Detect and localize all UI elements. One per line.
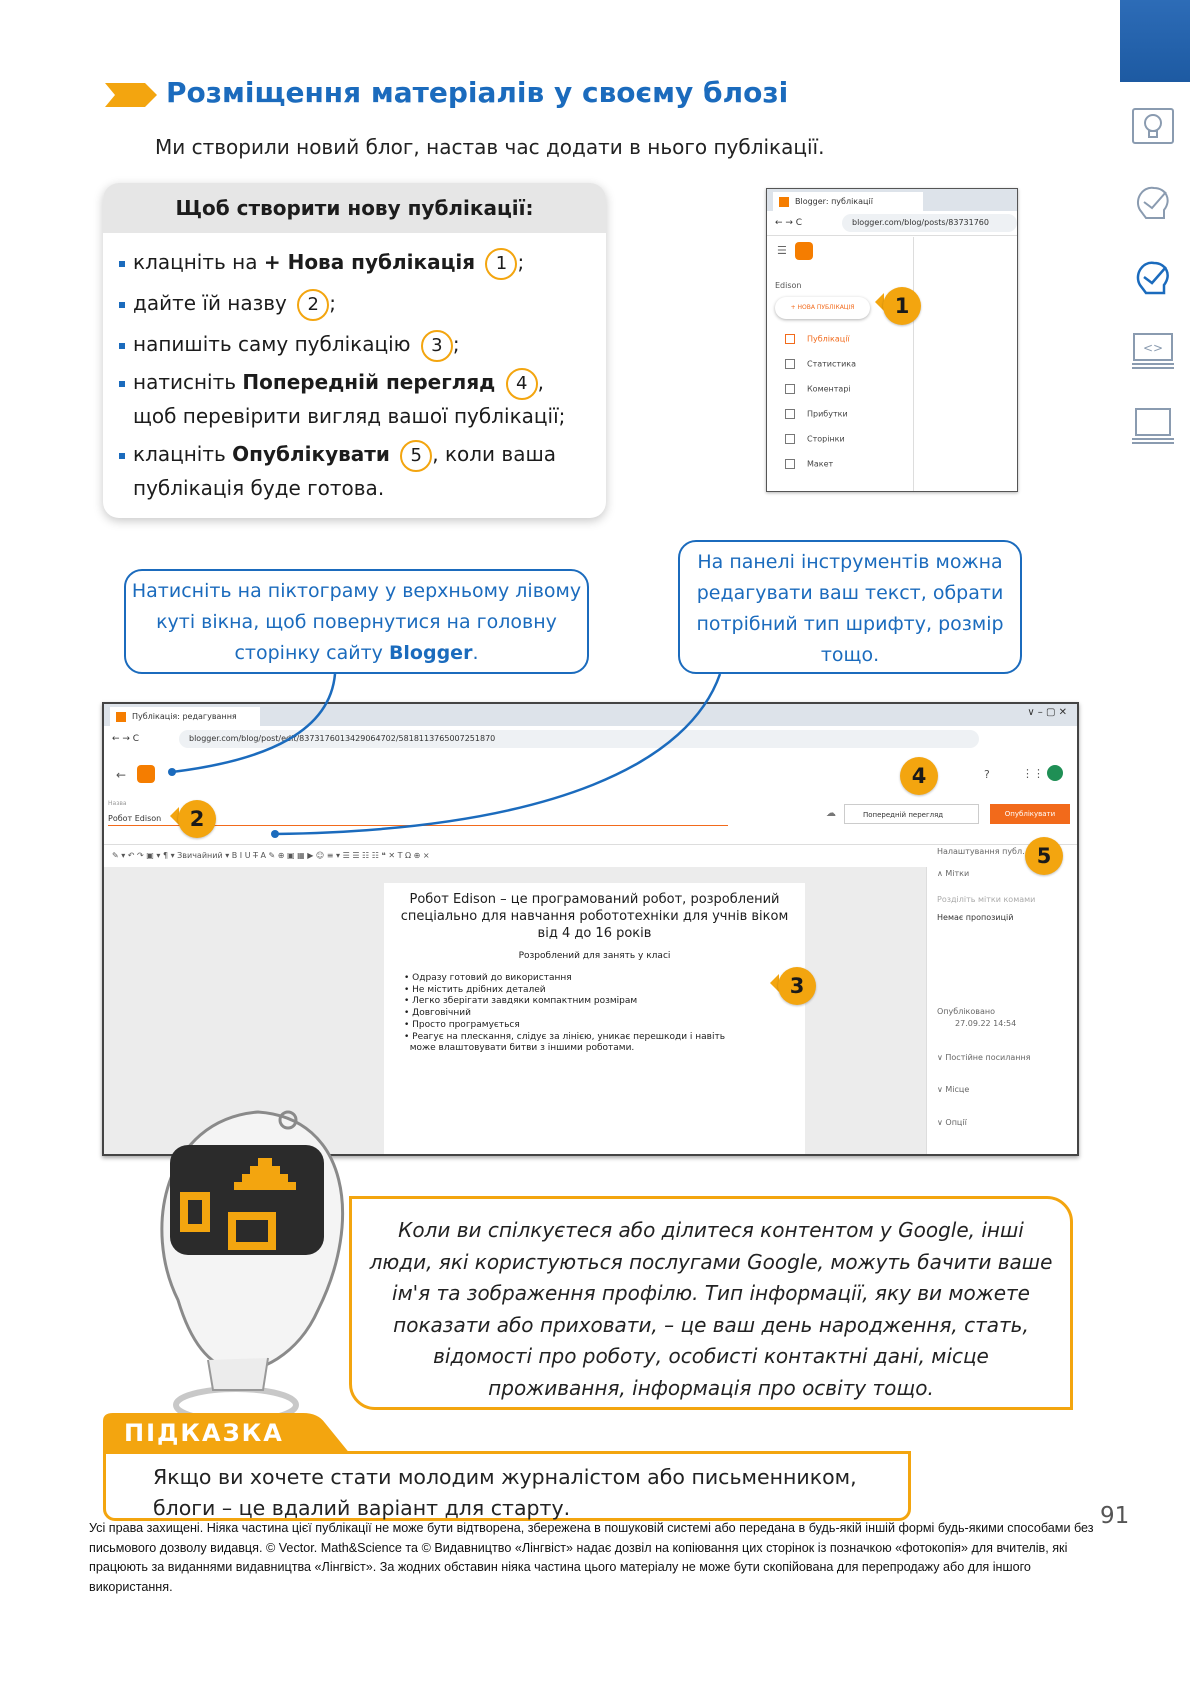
step-marker-1: 1 [883,287,921,325]
browser-tabbar [104,704,1077,726]
menu-item-stats[interactable]: Статистика [785,359,856,369]
post-title-input[interactable]: Робот Edison [108,814,728,826]
help-icon[interactable]: ? [984,768,990,781]
address-row [104,726,1077,752]
copyright-notice: Усі права захищені. Ніяка частина цієї публікації не може бути відтворена, збережена в пошуковій системі або передана в будь-якій іншій формі будь-якими способами без письмового дозволу видавця. © Vector. Math&Science та © Видавництво «Лінгвіст» надає дозвіл на копіювання цих сторінок із позначкою «фотокопія» для вчителів, які працюють за виданнями видавництва «Лінгвіст». За жодних обставин ніяка частина цього матеріалу не може бути скопійована для перепродажу або для іншого використання. [89,1521,1094,1594]
browser-tab: Публікація: редагування [110,707,260,726]
hint-text: Якщо ви хочете стати молодим журналістом або письменником, блоги – це вдалий варіант для старту. [153,1465,857,1520]
title-caption: Назва [108,800,127,807]
svg-text:<>: <> [1142,341,1164,355]
address-bar: blogger.com/blog/post/edit/8373176013429064702/5818113765007251870 [179,730,979,748]
post-body[interactable] [384,883,805,1155]
menu-item-layout[interactable]: Макет [785,459,833,469]
back-arrow-icon[interactable]: ← [116,768,127,782]
published-date: 27.09.22 14:54 [955,1019,1017,1028]
step-marker-4: 4 [900,757,938,795]
options-section[interactable]: ∨ Опції [937,1118,967,1127]
labels-suggestions: Немає пропозицій [937,913,1014,922]
brain-icon [1130,180,1176,222]
preview-button[interactable]: Попередній перегляд [844,804,979,824]
blog-name: Edison [775,281,802,290]
step-number-badge: 1 [485,248,517,280]
window-controls-icon[interactable]: ∨ – ▢ ✕ [1027,707,1067,718]
hint-label: ПІДКАЗКА [124,1419,284,1447]
location-section[interactable]: ∨ Місце [937,1085,970,1094]
step-item: дайте їй назву 2 ; [119,287,336,321]
hamburger-icon: ☰ [777,244,787,257]
apps-grid-icon[interactable]: ⋮⋮ [1022,767,1044,780]
laptop-icon [1130,405,1176,447]
blogger-favicon-icon [779,197,789,207]
callout-home-icon: Натисніть на піктограму у верхньому лівому куті вікна, щоб повернутися на головну сторінку сайту Blogger. [124,569,589,674]
blogger-logo-icon [795,242,813,260]
post-text-list: • Одразу готовий до використання • Не містить дрібних деталей • Легко зберігати завдяки компактним розмірам • Довговічний • Просто програмується • Реагує на плескання, слідує за лінією, уникає перешкоди і навіть може влаштовувати битви з іншими роботами. [404,973,726,1054]
page-number: 91 [1100,1503,1130,1529]
steps-box [103,183,606,518]
avatar[interactable] [1047,765,1063,781]
publish-button[interactable]: Опублікувати [990,804,1070,824]
post-text-subtitle: Розроблений для занять у класі [518,951,671,961]
step-item: клацніть на + Нова публікація 1 ; [119,246,524,280]
post-settings-panel [926,847,1077,1154]
blogger-home-icon[interactable] [137,765,155,783]
step-number-badge: 3 [421,330,453,362]
code-monitor-icon [1130,330,1176,372]
post-text-title: Робот Edison – це програмований робот, розроблений спеціально для навчання робототехніки для учнів віком від 4 до 16 років [400,892,789,941]
privacy-info-box [349,1196,1073,1410]
step-item: напишіть саму публікацію 3 ; [119,328,460,362]
step-number-badge: 2 [297,289,329,321]
menu-item-pages[interactable]: Сторінки [785,434,845,444]
menu-item-posts[interactable]: Публікації [785,334,850,344]
blogger-favicon-icon [116,712,126,722]
comment-icon[interactable]: ☁ [826,808,836,819]
new-post-button[interactable]: + НОВА ПУБЛІКАЦІЯ [775,297,870,319]
labels-input[interactable]: Розділіть мітки комами [937,895,1036,904]
step-item: клацніть Опублікувати 5 , коли ваша публікація буде готова. [119,438,556,505]
menu-item-earnings[interactable]: Прибутки [785,409,848,419]
brain-check-icon [1130,255,1176,297]
blogger-posts-screenshot [766,188,1018,492]
editor-toolbar[interactable]: ✎ ▾ ↶ ↷ ▣ ▾ ¶ ▾ Звичайний ▾ B I U T̶ A ✎ ⊕ ▣ ▦ ▶ ☺ ≡ ▾ ☰ ☰ ☷ ☷ ❝ ✕ T Ω ⊕ ⨯ [104,844,1077,868]
published-label: Опубліковано [937,1007,995,1016]
nav-arrows-icon: ← → C [112,734,140,744]
panel-heading: Налаштування публ. [937,847,1025,856]
blogger-editor-screenshot [102,702,1079,1156]
step-number-badge: 4 [506,368,538,400]
nav-arrows-icon: ← → C [775,218,803,228]
address-bar: blogger.com/blog/posts/83731760 [842,214,1017,232]
step-marker-3: 3 [778,967,816,1005]
section-title: Розміщення матеріалів у своєму блозі [166,76,789,109]
step-marker-5: 5 [1025,837,1063,875]
intro-text: Ми створили новий блог, настав час додати в нього публікації. [155,135,825,159]
callout-toolbar: На панелі інструментів можна редагувати ваш текст, обрати потрібний тип шрифту, розмір тощо. [678,540,1022,674]
sidebar-tab [1120,0,1190,82]
steps-heading: Щоб створити нову публікації: [103,183,606,233]
step-marker-2: 2 [178,800,216,838]
labels-section[interactable]: ∧ Мітки [937,869,970,878]
edison-robot-illustration [148,1100,360,1430]
lightbulb-icon [1130,105,1176,147]
step-item: натисніть Попередній перегляд 4 , щоб перевірити вигляд вашої публікації; [119,366,565,433]
privacy-info-text: Коли ви спілкуєтеся або ділитеся контентом у Google, інші люди, які користуються послугами Google, можуть бачити ваше ім'я та зображення профілю. Тип інформації, яку ви можете показати або приховати, – це ваш день народження, стать, відомості про роботу, особисті контактні дані, місце проживання, інформація про освіту тощо. [369,1218,1053,1400]
address-row [767,211,1017,236]
heading-arrow-icon [105,83,157,107]
divider [913,237,914,491]
browser-tabbar [767,189,1017,211]
step-number-badge: 5 [400,440,432,472]
permalink-section[interactable]: ∨ Постійне посилання [937,1053,1031,1062]
menu-item-comments[interactable]: Коментарі [785,384,851,394]
browser-tab: Blogger: публікації [773,192,923,211]
